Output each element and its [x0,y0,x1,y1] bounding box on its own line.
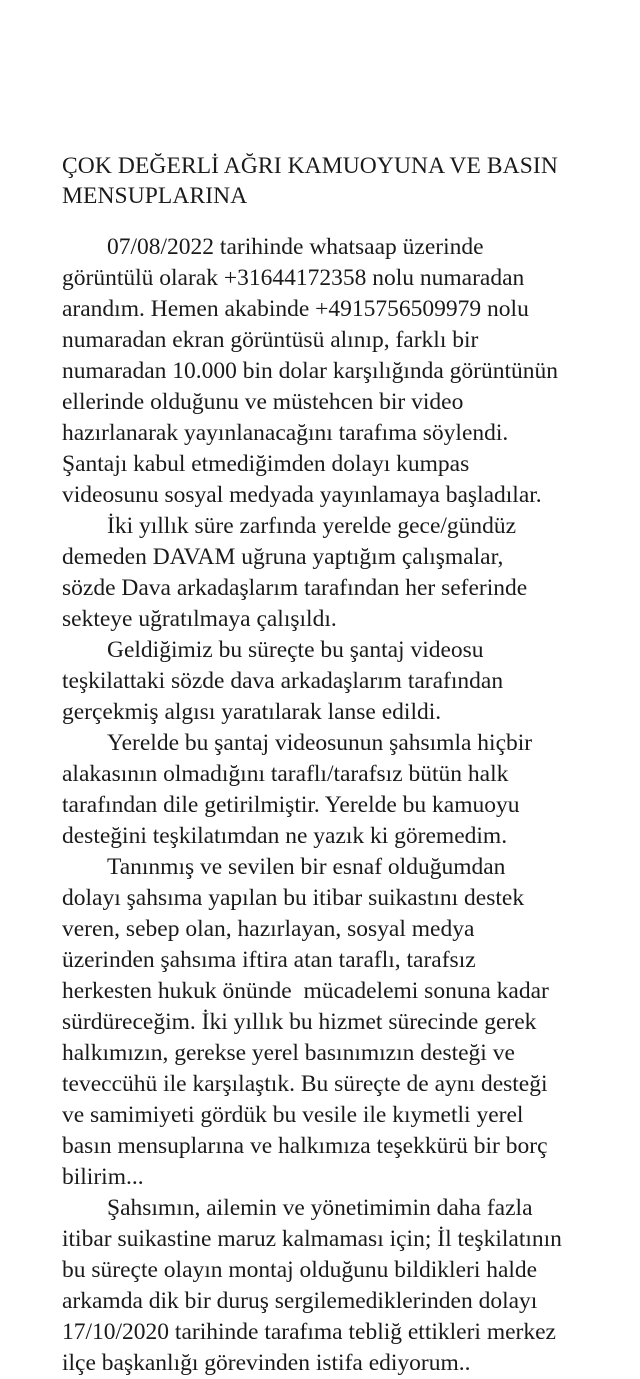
title-body-spacer [62,211,562,232]
paragraph-6: Şahsımın, ailemin ve yönetimimin daha fazla itibar suikastine maruz kalmaması için; İl teşkilatının bu süreçte olayın montaj olduğunu bildikleri halde arkamda dik bir duruş sergilemediklerinden dolayı 17/10/2020 tarihinde tarafıma tebliğ ettikleri merkez ilçe başkanlığı görevinden istifa ediyorum.. [62,1195,568,1376]
document-paragraphs [62,232,568,1379]
paragraph-3: Geldiğimiz bu süreçte bu şantaj videosu teşkilattaki sözde dava arkadaşlarım tarafından gerçekmiş algısı yaratılarak lanse edildi. [62,637,509,725]
document-body [62,152,568,1379]
paragraph-1: 07/08/2022 tarihinde whatsaap üzerinde görüntülü olarak +31644172358 nolu numaradan arandım. Hemen akabinde +4915756509979 nolu numaradan ekran görüntüsü alınıp, farklı bir numaradan 10.000 bin dolar karşılığında görüntünün ellerinde olduğunu ve müstehcen bir video hazırlanarak yayınlanacağını tarafıma söylendi. Şantajı kabul etmediğimden dolayı kumpas videosunu sosyal medyada yayınlamaya başladılar. [62,234,564,508]
paragraph-2: İki yıllık süre zarfında yerelde gece/gündüz demeden DAVAM uğruna yaptığım çalışmalar, sözde Dava arkadaşlarım tarafından her seferinde sekteye uğratılmaya çalışıldı. [62,513,534,632]
document-title: ÇOK DEĞERLİ AĞRI KAMUOYUNA VE BASIN MENSUPLARINA [62,153,558,209]
paragraph-4: Yerelde bu şantaj videosunun şahsımla hiçbir alakasının olmadığını taraflı/tarafsız bütün halk tarafından dile getirilmiştir. Yerelde bu kamuoyu desteğini teşkilatımdan ne yazık ki göremedim. [62,730,538,849]
paragraph-5: Tanınmış ve sevilen bir esnaf olduğumdan dolayı şahsıma yapılan bu itibar suikastını destek veren, sebep olan, hazırlayan, sosyal medya üzerinden şahsıma iftira atan taraflı, tarafsız herkesten hukuk önünde mücadelemi sonuna kadar sürdüreceğim. İki yıllık bu hizmet sürecinde gerek halkımızın, gerekse yerel basınımızın desteği ve teveccühü ile karşılaştık. Bu süreçte de aynı desteği ve samimiyeti gördük bu vesile ile kıymetli yerel basın mensuplarına ve halkımıza teşekkürü bir borç bilirim... [62,854,555,1190]
